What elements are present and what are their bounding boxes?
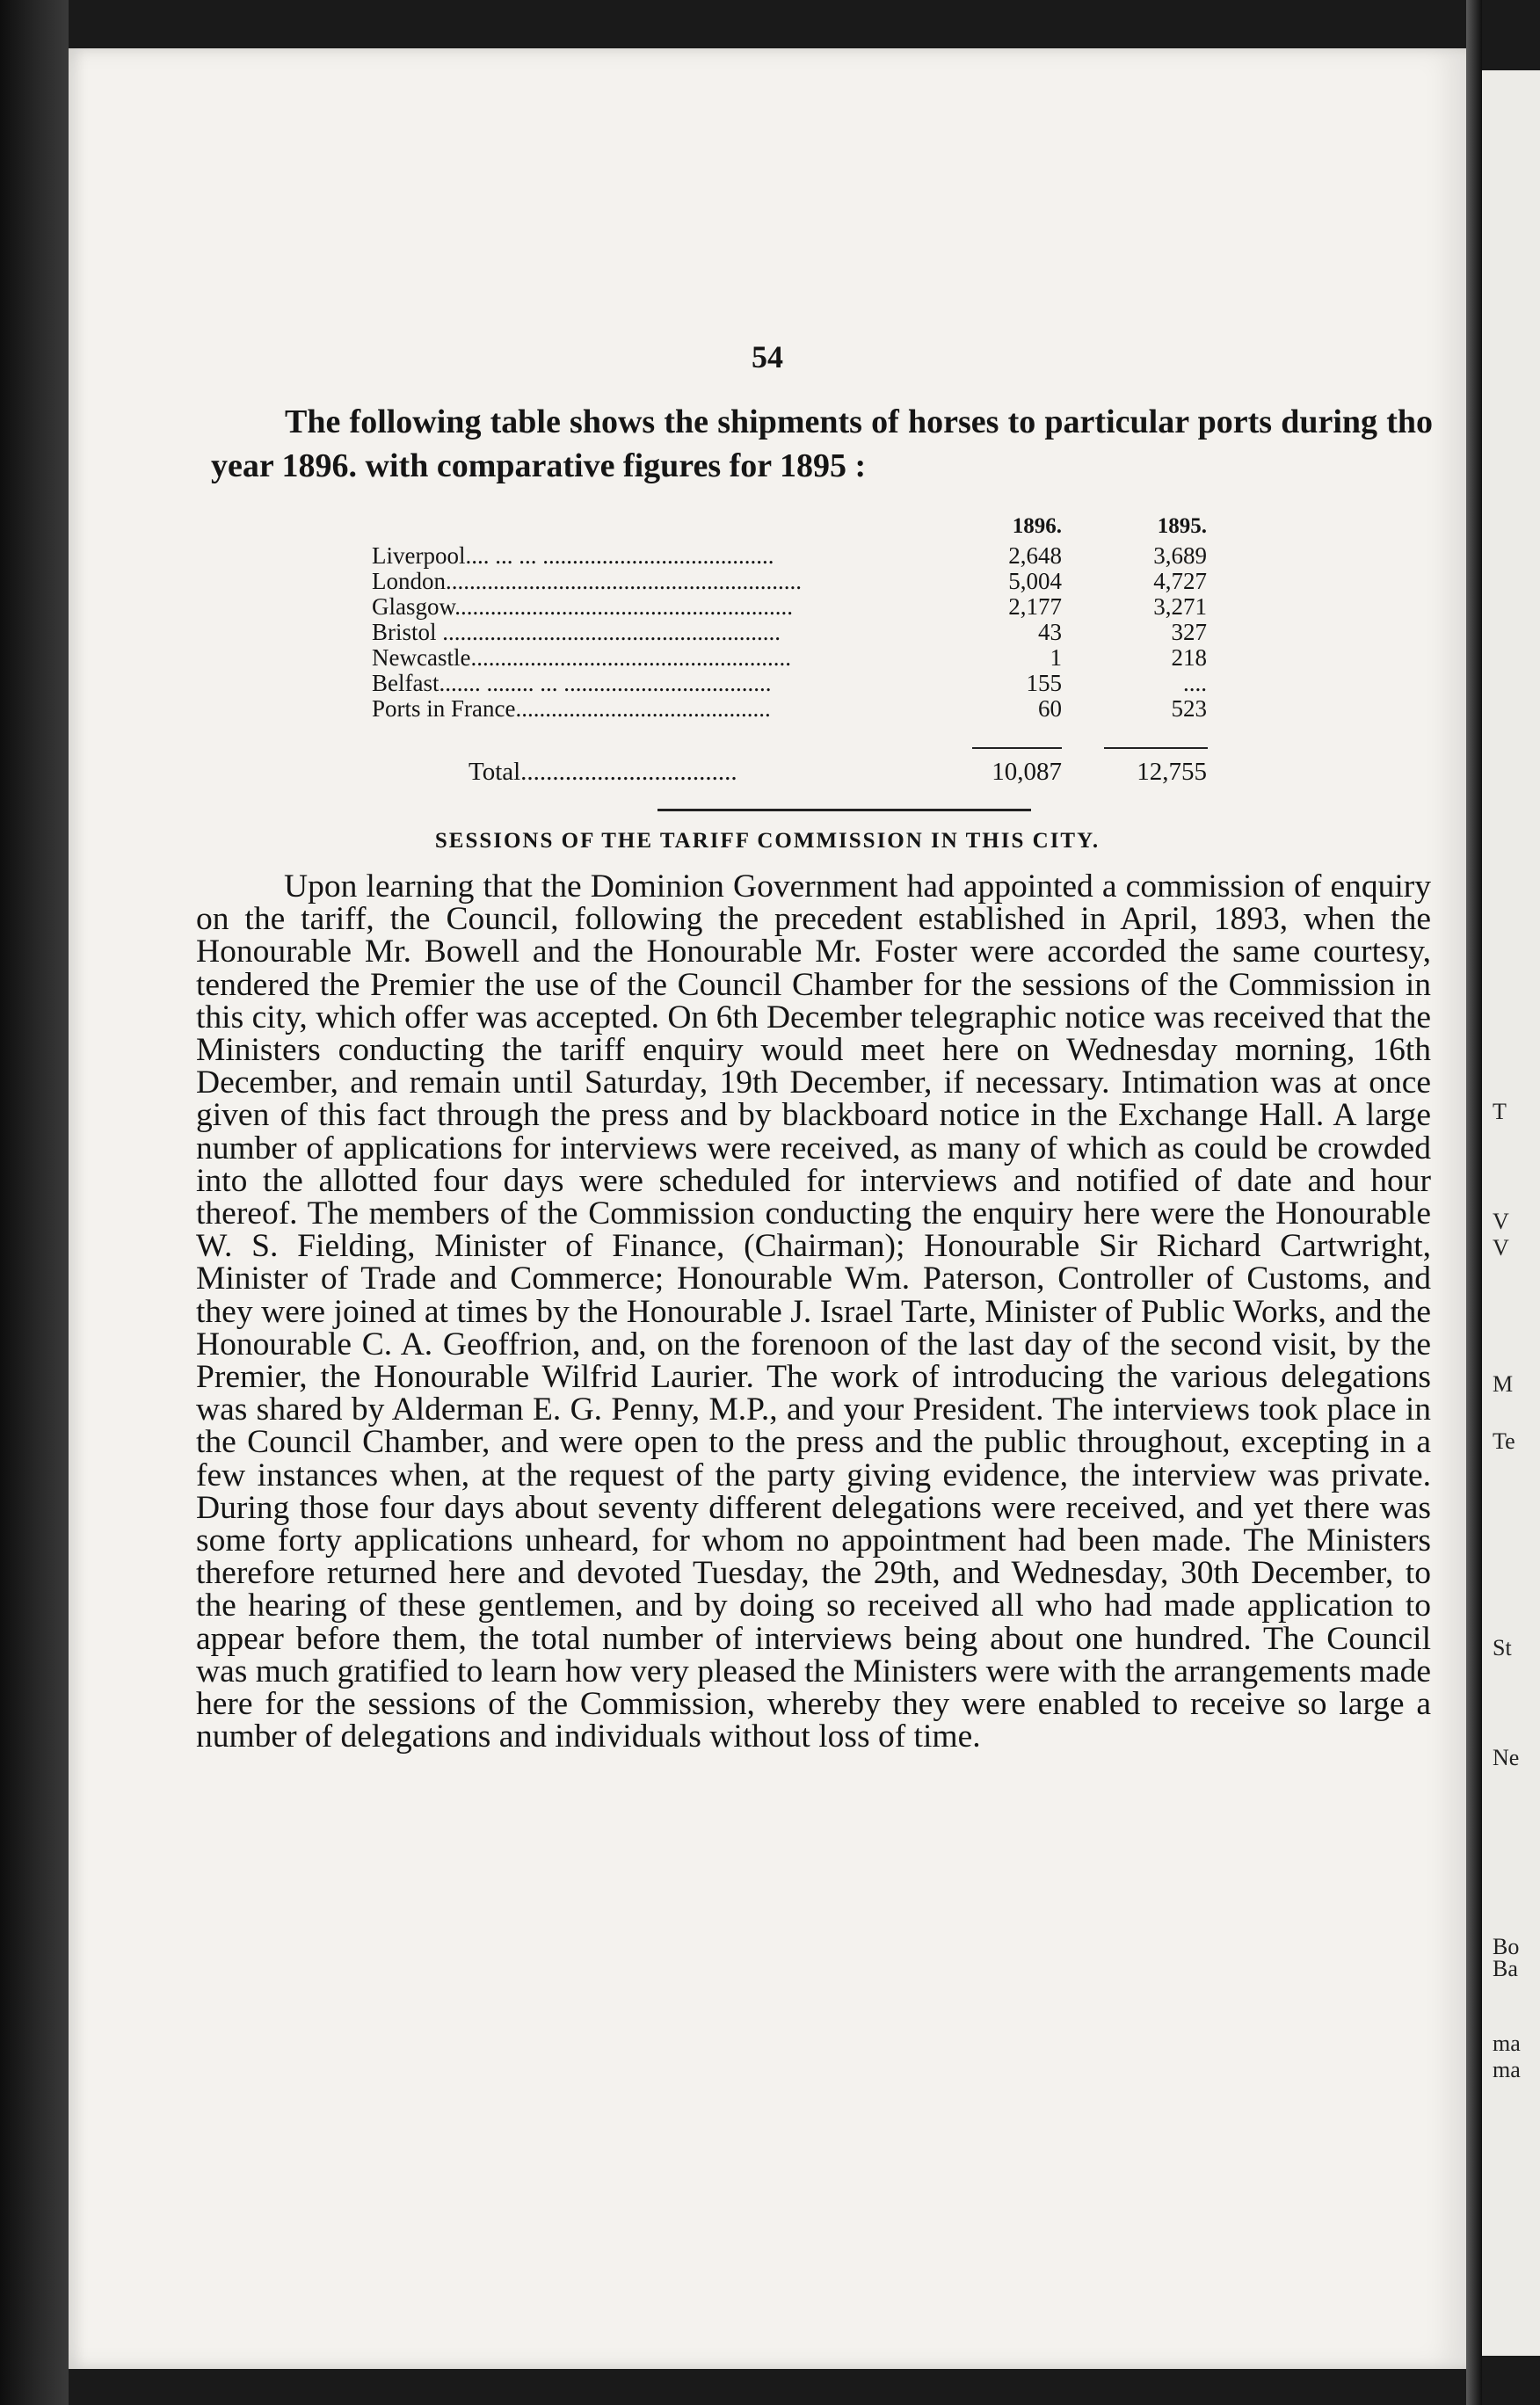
value-1896: 60 xyxy=(1038,695,1062,722)
value-1895: 327 xyxy=(1171,619,1207,645)
adjacent-page-fragment: ma xyxy=(1493,2031,1521,2056)
value-1896: 155 xyxy=(1026,670,1062,696)
value-1895: .... xyxy=(1183,670,1207,696)
body-paragraph: Upon learning that the Dominion Government had appointed a commission of enquiry on the tariff, the Council, following the precedent established in April, 1893, when the Honourable Mr. Bowell and the Honourable Mr. Foster were accorded the same courtesy, tendered the Premier the use of the Council Chamber for the sessions of the Commission in this city, which offer was accepted. On 6th December telegraphic notice was received that the Ministers conducting the tariff enquiry would meet here on Wednesday morning, 16th December, and remain until Saturday, 19th December, if necessary. Intimation was at once given of this fact through the press and by blackboard notice in the Exchange Hall. A large number of applications for interviews were received, as many of which as could be crowded into the allotted four days were scheduled for interviews and notified of date and hour thereof. The members of the Commission conducting the enquiry here were the Honourable W. S. Fielding, Minister of Finance, (Chairman); Honourable Sir Richard Cartwright, Minister of Trade and Commerce; Honourable Wm. Paterson, Controller of Customs, and they were joined at times by the Honourable J. Israel Tarte, Minister of Public Works, and the Honourable C. A. Geoffrion, and, on the forenoon of the last day of the second visit, by the Premier, the Honourable Wilfrid Laurier. The work of introducing the various delegations was shared by Alderman E. G. Penny, M.P., and your President. The interviews took place in the Council Chamber, and were open to the press and the public throughout, excepting in a few instances when, at the request of the party giving evidence, the interview was private. During those four days about seventy different delegations were received, and yet there was some forty applications unheard, for whom no appointment had been made. The Ministers therefore returned here and devoted Tuesday, the 29th, and Wednesday, 30th December, to the hearing of these gentlemen, and by doing so received all who had made application to appear before them, the total number of interviews being about one hundred. The Council was much gratified to learn how very pleased the Ministers were with the arrangements made here for the sessions of the Commission, whereby they were enabled to receive so large a number of delegations and individuals without loss of time. xyxy=(196,868,1431,1755)
total-1896: 10,087 xyxy=(992,758,1062,786)
adjacent-page-fragment: Bo xyxy=(1493,1934,1520,1959)
value-1896: 5,004 xyxy=(1008,568,1062,594)
table-total-row xyxy=(372,758,1295,788)
value-1896: 2,648 xyxy=(1008,542,1062,569)
book-cover-edge xyxy=(0,0,69,2405)
value-1895: 4,727 xyxy=(1153,568,1207,594)
table-header xyxy=(372,510,1295,543)
page-number: 54 xyxy=(752,339,783,374)
document-page xyxy=(69,48,1466,2369)
adjacent-page-edge xyxy=(1482,70,1540,2356)
adjacent-page-fragment: ma xyxy=(1493,2057,1521,2082)
port-name: Glasgow......................................................... xyxy=(372,594,793,620)
value-1895: 3,271 xyxy=(1153,593,1207,620)
adjacent-page-fragment: Te xyxy=(1493,1428,1515,1454)
book-gutter xyxy=(1466,0,1482,2405)
port-name: Belfast....... ........ ... ................................... xyxy=(372,671,772,696)
adjacent-page-fragment: M xyxy=(1493,1371,1514,1397)
table-row xyxy=(372,671,1295,696)
table-row xyxy=(372,569,1295,594)
port-name: London............................................................ xyxy=(372,569,802,594)
port-name: Newcastle...................................................... xyxy=(372,645,791,671)
adjacent-page-fragment: Ne xyxy=(1493,1745,1520,1770)
table-row xyxy=(372,543,1295,569)
adjacent-page-fragment: Ba xyxy=(1493,1956,1518,1981)
total-label: Total.................................. xyxy=(469,758,737,786)
port-name: Bristol ......................................................... xyxy=(372,620,781,645)
adjacent-page-fragment: St xyxy=(1493,1635,1512,1660)
value-1895: 218 xyxy=(1171,644,1207,671)
table-row xyxy=(372,620,1295,645)
port-name: Ports in France........................................... xyxy=(372,696,771,722)
adjacent-page-fragment: V xyxy=(1493,1209,1509,1234)
table-row xyxy=(372,594,1295,620)
table-header-1895: 1895. xyxy=(1157,514,1207,538)
value-1895: 3,689 xyxy=(1153,542,1207,569)
table-row xyxy=(372,696,1295,722)
shipments-table xyxy=(372,510,1295,722)
port-name: Liverpool.... ... ... ....................................... xyxy=(372,543,774,569)
value-1896: 2,177 xyxy=(1008,593,1062,620)
total-rule-1896 xyxy=(972,747,1062,749)
table-row xyxy=(372,645,1295,671)
total-1895: 12,755 xyxy=(1137,758,1207,786)
section-divider xyxy=(657,809,1031,811)
adjacent-page-fragment: V xyxy=(1493,1235,1509,1261)
intro-paragraph: The following table shows the shipments of horses to particular ports during tho year 1896. with comparative figures for 1895 : xyxy=(211,403,1433,484)
table-header-1896: 1896. xyxy=(1012,514,1062,538)
value-1895: 523 xyxy=(1171,695,1207,722)
section-heading: SESSIONS OF THE TARIFF COMMISSION IN THIS CITY. xyxy=(434,829,1101,853)
value-1896: 1 xyxy=(1050,644,1062,671)
value-1896: 43 xyxy=(1038,619,1062,645)
total-rule-1895 xyxy=(1104,747,1208,749)
adjacent-page-fragment: T xyxy=(1493,1099,1507,1124)
